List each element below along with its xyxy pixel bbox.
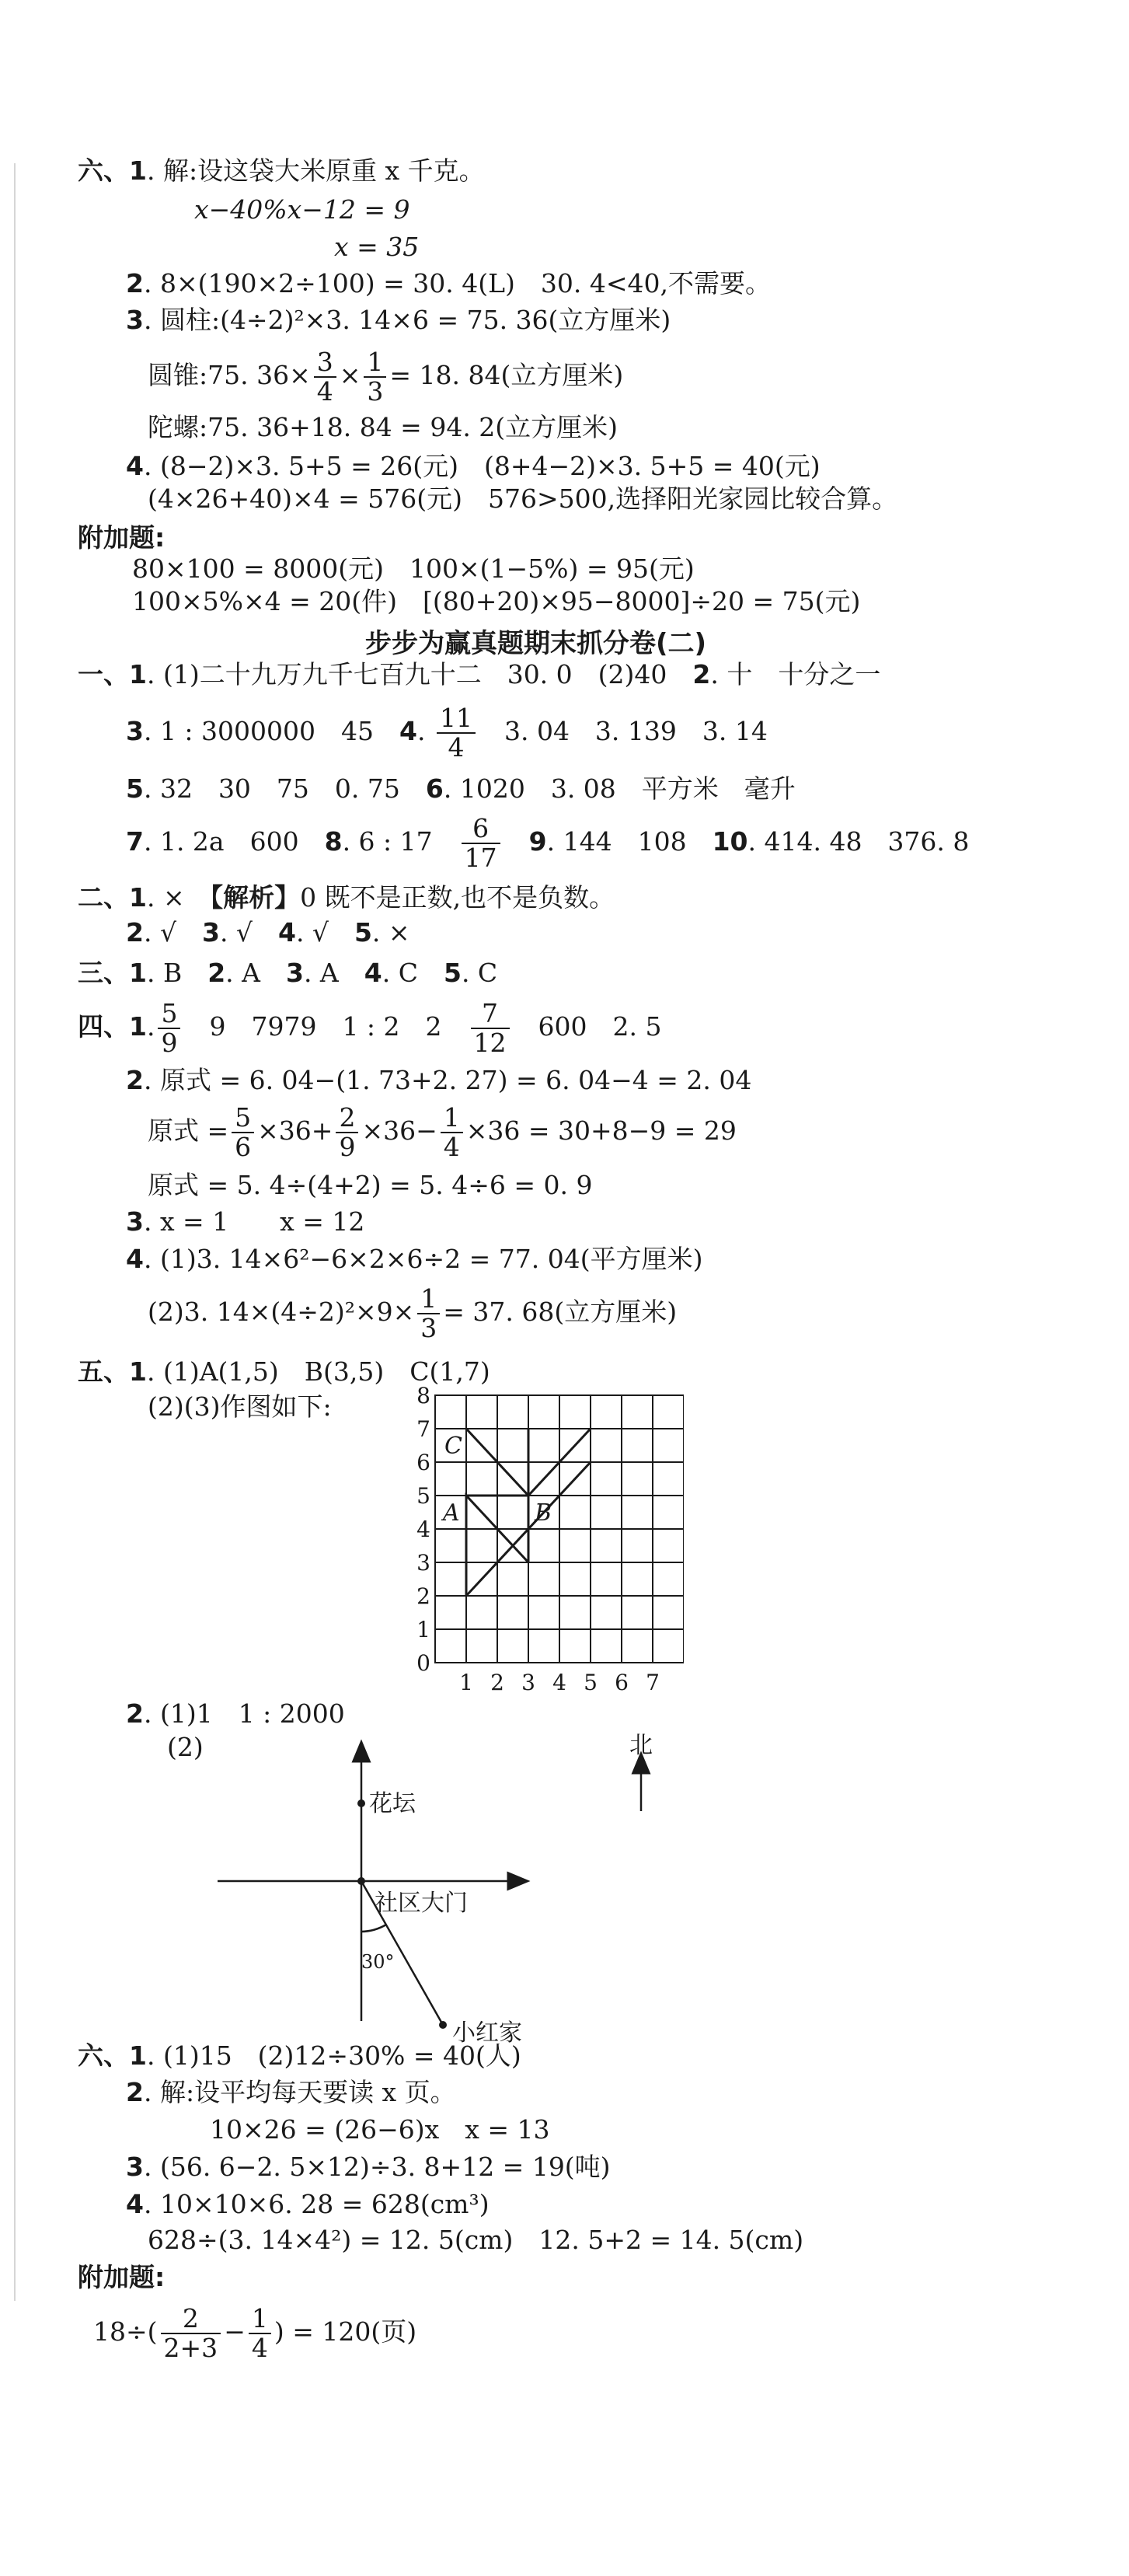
s3-line: 三、1. B 2. A 3. A 4. C 5. C: [78, 958, 498, 988]
s2-line2: 2. √ 3. √ 4. √ 5. ×: [126, 917, 410, 948]
fraction: $\frac{1}{3}$: [364, 348, 386, 406]
fraction: $\frac{5}{6}$: [232, 1104, 254, 1161]
y-tick: 6: [416, 1450, 430, 1475]
garden-point: [357, 1799, 365, 1807]
y-tick: 7: [416, 1416, 430, 1442]
fraction: $\frac{1}{3}$: [417, 1285, 440, 1342]
garden-label: 花坛: [369, 1790, 416, 1817]
fraction: $\frac{2}{2+3}$: [161, 2305, 221, 2362]
s1-line2: 3. 1 : 3000000 45 4. $\frac{11}{4}$ 3. 04 3. 139 3. 14: [126, 703, 768, 763]
s6a-bonus-line2: 100×5%×4 = 20(件) [(80+20)×95−8000]÷20 = 75(元): [132, 586, 861, 616]
s6b-q2-line2: 10×26 = (26−6)x x = 13: [210, 2114, 550, 2145]
s6b-q3: 3. (56. 6−2. 5×12)÷3. 8+12 = 19(吨): [126, 2152, 611, 2182]
angle-arc: [361, 1925, 386, 1932]
s6b-bonus-heading: 附加题:: [78, 2262, 166, 2292]
s6b-bonus-line: 18÷( $\frac{2}{2+3}$ − $\frac{1}{4}$ ) = 120(页): [93, 2303, 417, 2363]
s5-q1-line1: 五、1. (1)A(1,5) B(3,5) C(1,7): [78, 1356, 490, 1387]
fraction: $\frac{7}{12}$: [471, 1000, 510, 1057]
s6a-q3-gyro: 陀螺:75. 36+18. 84 = 94. 2(立方厘米): [148, 412, 619, 442]
s2-line1: 二、1. × 【解析】0 既不是正数,也不是负数。: [78, 882, 615, 913]
s4-q1: 四、1. $\frac{5}{9}$ 9 7979 1 : 2 2 $\frac{7}{12}$ 600 2. 5: [78, 998, 662, 1058]
s4-q2-line3: 原式 = 5. 4÷(4+2) = 5. 4÷6 = 0. 9: [148, 1170, 593, 1200]
s6a-q1: 六、1. 解:设这袋大米原重 x 千克。: [78, 155, 485, 186]
fraction: $\frac{3}{4}$: [314, 348, 336, 406]
s6b-q2-line1: 2. 解:设平均每天要读 x 页。: [126, 2077, 456, 2107]
gate-label: 社区大门: [375, 1890, 468, 1917]
s4-q2-line2: 原式 = $\frac{5}{6}$ ×36+ $\frac{2}{9}$ ×36− $\frac{1}{4}$ ×36 = 30+8−9 = 29: [148, 1102, 737, 1162]
angle-label: 30°: [361, 1951, 395, 1973]
s5-q1-line2: (2)(3)作图如下:: [148, 1391, 332, 1422]
s6a-bonus-heading: 附加题:: [78, 522, 166, 553]
s6a-q1-eq1: x−40%x−12 = 9: [194, 194, 410, 225]
fraction: $\frac{1}{4}$: [249, 2305, 271, 2362]
direction-map: [202, 1726, 715, 2068]
north-label: 北: [629, 1732, 653, 1759]
x-tick: 4: [552, 1670, 566, 1695]
s6a-q2: 2. 8×(190×2÷100) = 30. 4(L) 30. 4<40,不需要。: [126, 268, 771, 298]
x-tick: 1: [459, 1670, 473, 1695]
point-c-label: C: [444, 1433, 462, 1460]
s6a-q4-line1: 4. (8−2)×3. 5+5 = 26(元) (8+4−2)×3. 5+5 = 40(元): [126, 451, 821, 481]
s6a-q3: 3. 圆柱:(4÷2)²×3. 14×6 = 75. 36(立方厘米): [126, 305, 671, 335]
s5-q2-line1: 2. (1)1 1 : 2000: [126, 1698, 345, 1729]
s6b-q4-line2: 628÷(3. 14×4²) = 12. 5(cm) 12. 5+2 = 14. 5(cm): [148, 2225, 804, 2255]
point-a-label: A: [443, 1499, 460, 1527]
s6a-bonus-line1: 80×100 = 8000(元) 100×(1−5%) = 95(元): [132, 553, 695, 584]
home-point: [439, 2021, 447, 2029]
x-tick: 2: [490, 1670, 504, 1695]
x-tick: 5: [584, 1670, 598, 1695]
s4-q4-line2: (2)3. 14×(4÷2)²×9× $\frac{1}{3}$ = 37. 68(立方厘米): [148, 1283, 678, 1343]
coordinate-grid: [404, 1376, 684, 1710]
s6a-q3-cone: 圆锥:75. 36× $\frac{3}{4}$ × $\frac{1}{3}$ = 18. 84(立方厘米): [148, 347, 624, 407]
y-tick: 1: [416, 1617, 430, 1642]
section-title: 步步为赢真题期末抓分卷(二): [365, 628, 707, 659]
s1-line3: 5. 32 30 75 0. 75 6. 1020 3. 08 平方米 毫升: [126, 773, 796, 804]
s4-q4-line1: 4. (1)3. 14×6²−6×2×6÷2 = 77. 04(平方厘米): [126, 1244, 703, 1274]
left-margin-rule: [14, 163, 16, 2301]
fraction: $\frac{5}{9}$: [158, 1000, 180, 1057]
fraction: $\frac{2}{9}$: [336, 1104, 358, 1161]
y-tick: 5: [416, 1483, 430, 1509]
s6b-q1: 六、1. (1)15 (2)12÷30% = 40(人): [78, 2040, 521, 2071]
gate-point: [357, 1877, 365, 1885]
s6a-q4-line2: (4×26+40)×4 = 576(元) 576>500,选择阳光家园比较合算。: [148, 483, 898, 514]
s6a-q1-eq2: x = 35: [334, 232, 420, 262]
s1-line4: 7. 1. 2a 600 8. 6 : 17 $\frac{6}{17}$ 9. 144 108 10. 414. 48 376. 8: [126, 813, 970, 873]
home-label: 小红家: [452, 2019, 522, 2047]
s4-q2-line1: 2. 原式 = 6. 04−(1. 73+2. 27) = 6. 04−4 = 2. 04: [126, 1065, 752, 1095]
s4-q3: 3. x = 1 x = 12: [126, 1206, 365, 1237]
y-tick: 8: [416, 1383, 430, 1408]
y-tick: 3: [416, 1550, 430, 1576]
x-tick: 3: [521, 1670, 535, 1695]
fraction: $\frac{11}{4}$: [437, 704, 476, 762]
y-tick: 2: [416, 1583, 430, 1609]
s1-line1: 一、1. (1)二十九万九千七百九十二 30. 0 (2)40 2. 十 十分之一: [78, 659, 881, 689]
x-tick: 7: [646, 1670, 660, 1695]
y-tick: 4: [416, 1517, 430, 1542]
fraction: $\frac{1}{4}$: [441, 1104, 463, 1161]
s5-q2-line2: (2): [167, 1732, 204, 1762]
y-tick: 0: [416, 1650, 430, 1676]
x-tick: 6: [615, 1670, 629, 1695]
point-b-label: B: [535, 1499, 552, 1527]
fraction: $\frac{6}{17}$: [462, 815, 500, 872]
s6b-q4-line1: 4. 10×10×6. 28 = 628(cm³): [126, 2189, 490, 2219]
